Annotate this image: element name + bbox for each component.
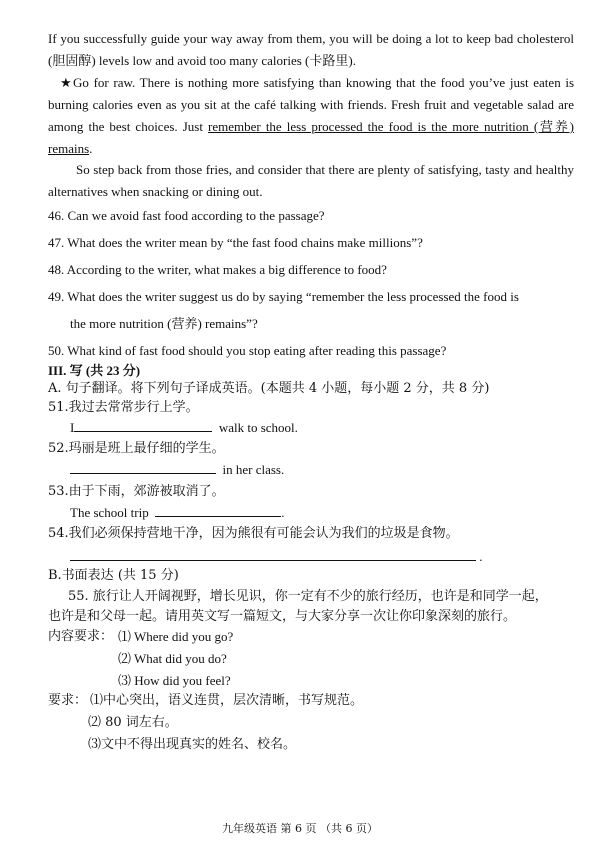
answer-51 xyxy=(70,419,298,437)
passage-paragraph-3: So step back from those fries, and consider that there are plenty of satisfying, tasty and healthy alternatives when snacking or dining out. xyxy=(48,162,574,199)
requirement-2: ⑵ 80 词左右。 xyxy=(88,715,178,730)
passage-p2-start: ★Go for raw. There is nothing more satisfying than knowing that the food you’ve just eaten is burning calories even as you sit at the café talking with friends. Fresh fruit and vegetable salad are among the best choices. Just xyxy=(48,75,574,134)
question-46: 46. Can we avoid fast food according to the passage? xyxy=(48,208,325,223)
answer-52-blank[interactable] xyxy=(70,461,216,474)
passage-p2-underlined: remember the less processed the food is the more nutrition (营养) remains xyxy=(48,119,574,156)
answer-52 xyxy=(70,461,284,479)
answer-51-suffix: walk to school. xyxy=(218,420,298,435)
content-requirement-1: ⑴ Where did you go? xyxy=(118,629,234,644)
requirements-label: 要求： xyxy=(48,693,88,708)
answer-54-blank[interactable] xyxy=(70,548,476,561)
content-requirements-label: 内容要求： xyxy=(48,629,114,644)
question-51: 51.我过去常常步行上学。 xyxy=(48,400,199,415)
answer-53-blank[interactable] xyxy=(155,504,281,517)
answer-54 xyxy=(70,548,483,566)
answer-53-suffix: . xyxy=(281,505,285,520)
question-52: 52.玛丽是班上最仔细的学生。 xyxy=(48,441,225,456)
question-47: 47. What does the writer mean by “the fast food chains make millions”? xyxy=(48,235,423,250)
answer-51-prefix: I xyxy=(70,420,75,435)
requirement-3: ⑶文中不得出现真实的姓名、校名。 xyxy=(88,737,297,752)
passage-p2-end: . xyxy=(89,141,93,156)
question-53: 53.由于下雨，郊游被取消了。 xyxy=(48,484,225,499)
content-requirement-3: ⑶ How did you feel? xyxy=(118,673,231,688)
part-a-instructions: A. 句子翻译。将下列句子译成英语。(本题共 4 小题，每小题 2 分，共 8 分) xyxy=(48,381,490,396)
question-49-line-1: 49. What does the writer suggest us do by saying “remember the less processed the food is xyxy=(48,289,519,304)
answer-52-suffix: in her class. xyxy=(222,462,285,477)
question-55-line-2: 也许是和父母一起。请用英文写一篇短文，与大家分享一次让你印象深刻的旅行。 xyxy=(48,609,517,624)
page-footer: 九年级英语 第 6 页 （共 6 页） xyxy=(222,822,378,835)
section-iii-heading: III. 写 (共 23 分) xyxy=(48,363,141,378)
question-49-line-2: the more nutrition (营养) remains”? xyxy=(70,316,258,331)
content-requirement-2: ⑵ What did you do? xyxy=(118,651,227,666)
question-50: 50. What kind of fast food should you stop eating after reading this passage? xyxy=(48,343,447,358)
answer-51-blank[interactable] xyxy=(74,419,212,432)
answer-54-suffix: . xyxy=(479,549,483,564)
passage-paragraph-2 xyxy=(48,72,574,160)
answer-53-prefix: The school trip xyxy=(70,505,149,520)
requirement-1: ⑴中心突出，语义连贯，层次清晰，书写规范。 xyxy=(90,693,364,708)
passage-paragraph-1: If you successfully guide your way away from them, you will be doing a lot to keep bad cholesterol (胆固醇) levels low and avoid too many calories (卡路里). xyxy=(48,31,574,68)
question-54: 54.我们必须保持营地干净，因为熊很有可能会认为我们的垃圾是食物。 xyxy=(48,526,459,541)
question-48: 48. According to the writer, what makes a big difference to food? xyxy=(48,262,387,277)
part-b-heading: B.书面表达 (共 15 分) xyxy=(48,568,179,583)
answer-53 xyxy=(70,504,284,522)
question-55-line-1: 55. 旅行让人开阔视野，增长见识，你一定有不少的旅行经历，也许是和同学一起， xyxy=(68,589,548,604)
